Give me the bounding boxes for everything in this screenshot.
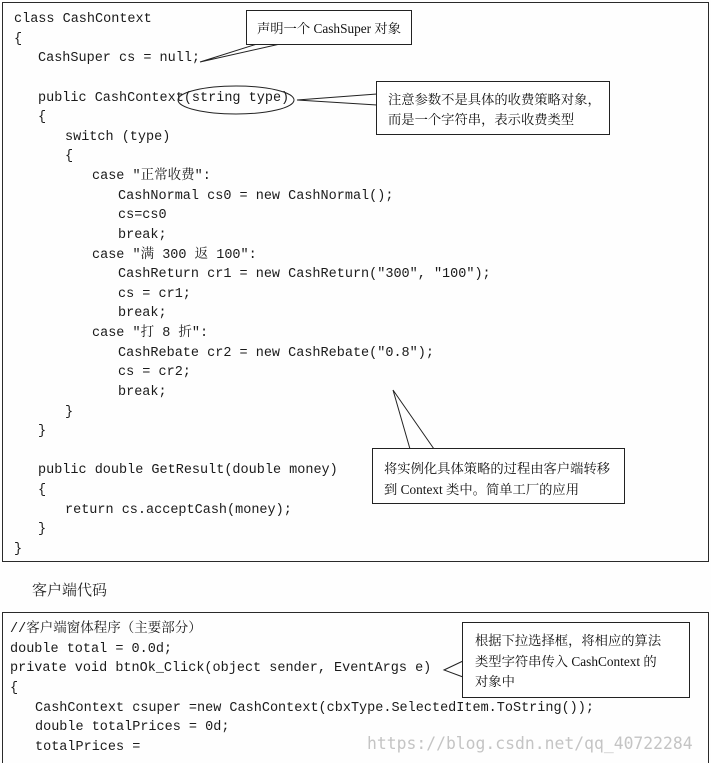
code-line: return cs.acceptCash(money);	[65, 502, 292, 518]
code-line: case "满 300 返 100":	[92, 247, 257, 263]
code-line: break;	[118, 227, 167, 243]
code-line: }	[38, 522, 47, 538]
callout-pointer-simple-factory	[393, 390, 434, 449]
code-line: private void btnOk_Click(object sender, EventArgs e)	[10, 661, 432, 677]
code-line: {	[38, 483, 47, 498]
code-line: break;	[118, 306, 167, 322]
code-line: CashNormal cs0 = new CashNormal();	[118, 188, 394, 204]
callout-pointer-declare	[200, 44, 280, 62]
callout-text: 对象中	[475, 674, 515, 689]
callout-pointer-string-parameter	[297, 94, 377, 105]
callout-string-parameter	[376, 81, 610, 135]
code-line: break;	[118, 384, 167, 400]
callout-text: 类型字符串传入 CashContext 的	[475, 653, 657, 669]
code-line: CashSuper cs = null;	[38, 51, 201, 67]
code-line: }	[65, 404, 74, 420]
code-line: totalPrices =	[35, 739, 141, 755]
callout-pass-type-string	[462, 622, 690, 698]
code-line: class CashContext	[14, 12, 152, 27]
code-line: {	[10, 680, 19, 696]
callout-simple-factory	[372, 448, 625, 504]
section-heading-client-code: 客户端代码	[32, 581, 108, 599]
code-line: switch (type)	[65, 129, 171, 145]
code-line: CashContext csuper =new CashContext(cbxType.SelectedItem.ToString());	[35, 700, 594, 716]
code-line: public CashContext(string type)	[38, 90, 290, 106]
code-line: CashRebate cr2 = new CashRebate("0.8");	[118, 345, 434, 361]
callout-text: 将实例化具体策略的过程由客户端转移	[384, 461, 611, 476]
callout-declare-cashsuper	[246, 10, 412, 45]
watermark: https://blog.csdn.net/qq_40722284	[367, 734, 693, 753]
code-line: case "正常收费":	[92, 169, 211, 184]
code-line: {	[65, 149, 74, 165]
code-line: case "打 8 折":	[92, 326, 209, 341]
callout-text: 而是一个字符串，表示收费类型	[388, 112, 575, 127]
callout-text: 到 Context 类中。简单工厂的应用	[384, 482, 580, 497]
code-line: {	[14, 31, 23, 47]
code-line: CashReturn cr1 = new CashReturn("300", "100");	[118, 267, 491, 283]
callout-text: 注意参数不是具体的收费策略对象，	[388, 92, 601, 107]
callout-pointer-pass-type	[444, 661, 463, 677]
code-line: cs = cr2;	[118, 365, 191, 381]
code-comment: //客户端窗体程序（主要部分）	[10, 622, 202, 637]
code-line: }	[14, 541, 23, 557]
code-line: double total = 0.0d;	[10, 641, 173, 657]
code-line: double totalPrices = 0d;	[35, 720, 230, 736]
code-line: {	[38, 110, 47, 126]
callout-text: 根据下拉选择框，将相应的算法	[475, 633, 662, 648]
highlight-ellipse	[178, 86, 294, 114]
callout-text: 声明一个 CashSuper 对象	[256, 21, 402, 36]
code-line: public double GetResult(double money)	[38, 463, 338, 479]
code-line: cs=cs0	[118, 208, 167, 224]
code-line: cs = cr1;	[118, 286, 191, 302]
code-line: }	[38, 424, 47, 440]
